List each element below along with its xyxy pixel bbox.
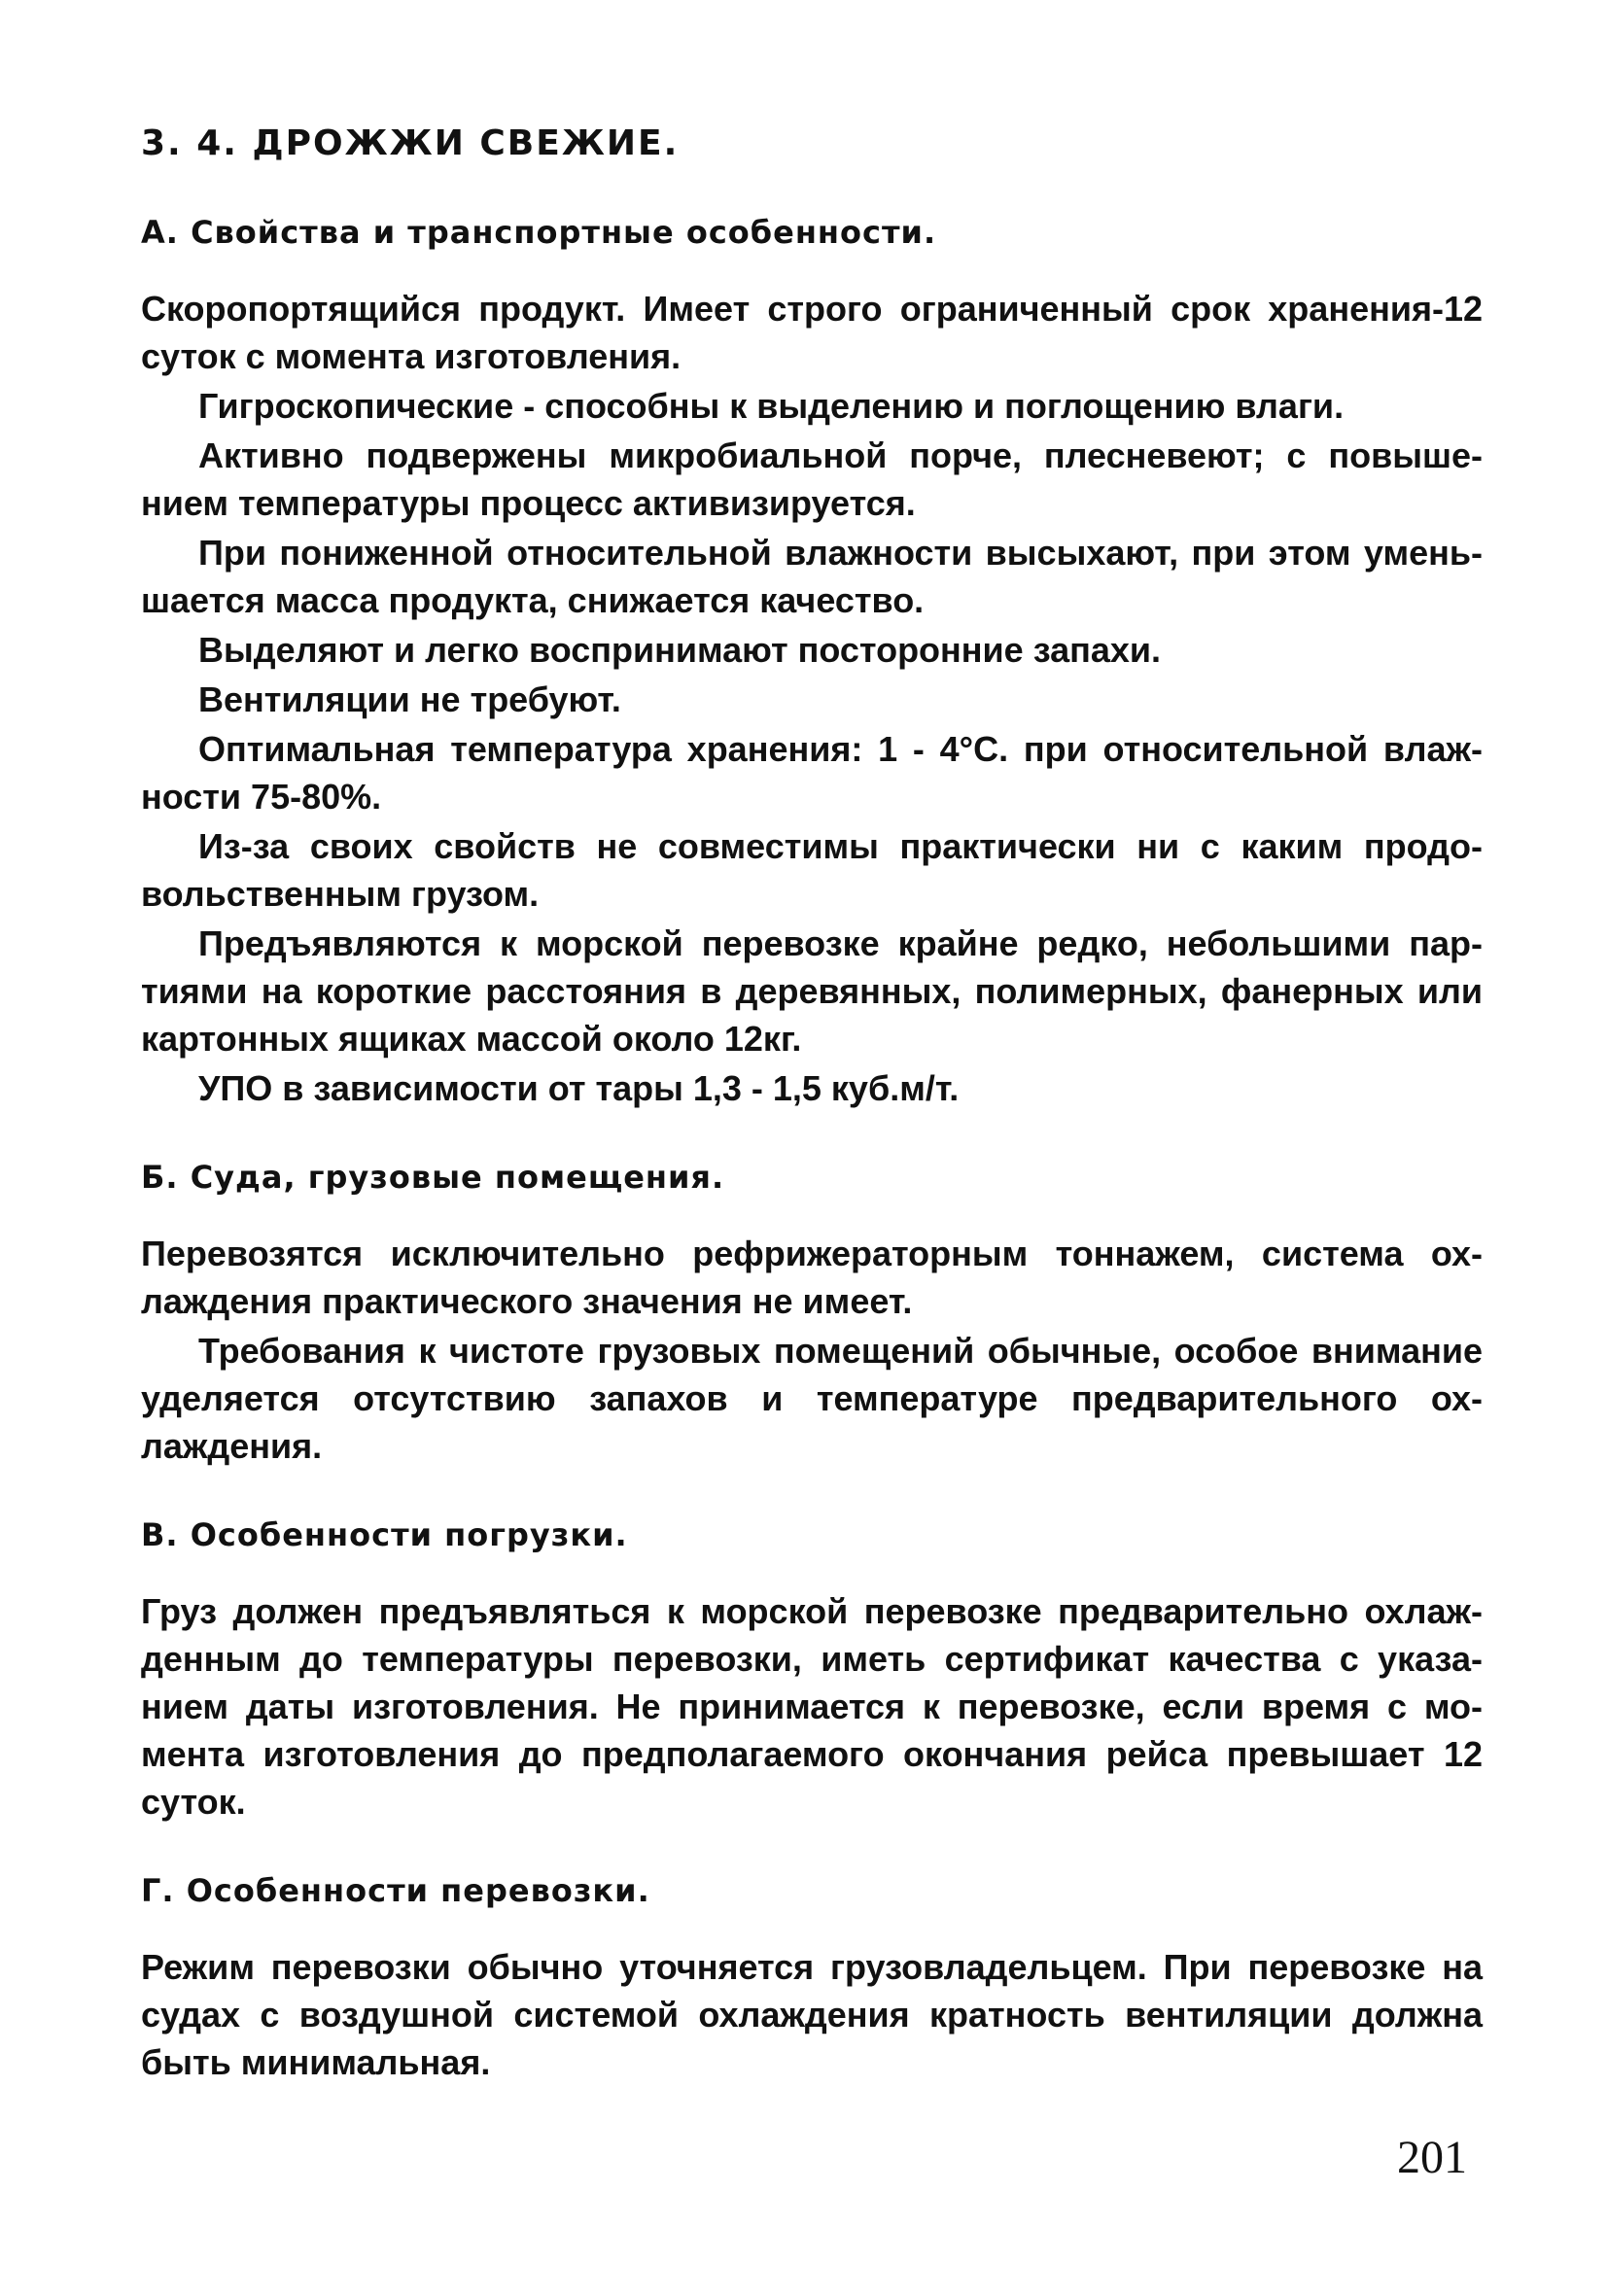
paragraph: Режим перевозки обычно уточняется грузовладельцем. При перевозке на судах с воздушной системой охлаждения кратность вентиляции должна быть минимальная. xyxy=(141,1947,1483,2082)
section-body xyxy=(141,1230,1483,1470)
section-heading: А. Свойства и транспортные особенности. xyxy=(141,214,937,251)
section-heading: Б. Суда, грузовые помещения. xyxy=(141,1159,725,1196)
paragraph: Предъявляются к морской перевозке крайне редко, небольшими партиями на короткие расстояния в деревянных, полимерных, фанерных или картонных ящиках массой около 12кг. xyxy=(141,923,1483,1059)
paragraph: УПО в зависимости от тары 1,3 - 1,5 куб.м/т. xyxy=(198,1068,960,1108)
paragraph: Оптимальная температура хранения: 1 - 4°С. при относительной влажности 75-80%. xyxy=(141,729,1483,817)
page-number: 201 xyxy=(1397,2132,1467,2183)
section-loading xyxy=(141,1513,1483,1826)
section-body xyxy=(141,285,1483,1112)
section-heading: В. Особенности погрузки. xyxy=(141,1516,628,1553)
section-vessels xyxy=(141,1156,1483,1470)
section-heading: Г. Особенности перевозки. xyxy=(141,1872,650,1909)
chapter-title: 3. 4. ДРОЖЖИ СВЕЖИЕ. xyxy=(141,123,680,163)
section-properties xyxy=(141,211,1483,1112)
section-transport xyxy=(141,1869,1483,2086)
paragraph: Активно подвержены микробиальной порче, плесневеют; с повышением температуры процесс активизируется. xyxy=(141,435,1483,523)
paragraph: Перевозятся исключительно рефрижераторным тоннажем, система охлаждения практического значения не имеет. xyxy=(141,1234,1483,1321)
paragraph: Груз должен предъявляться к морской перевозке предварительно охлажденным до температуры перевозки, иметь сертификат качества с указанием даты изготовления. Не принимается к перевозке, если время с момента изготовления до предполагаемого окончания рейса превышает 12 суток. xyxy=(141,1591,1483,1822)
paragraph: Вентиляции не требуют. xyxy=(198,679,621,719)
paragraph: Скоропортящийся продукт. Имеет строго ограниченный срок хранения-12 суток с момента изготовления. xyxy=(141,289,1483,376)
section-body xyxy=(141,1587,1483,1826)
paragraph: Из-за своих свойств не совместимы практически ни с каким продовольственным грузом. xyxy=(141,826,1483,914)
paragraph: Выделяют и легко воспринимают посторонние запахи. xyxy=(198,630,1162,670)
paragraph: Гигроскопические - способны к выделению и поглощению влаги. xyxy=(198,386,1345,426)
page-content xyxy=(141,107,1483,2088)
paragraph: Требования к чистоте грузовых помещений обычные, особое внимание уделяется отсутствию запахов и температуре предварительного охлаждения. xyxy=(141,1331,1483,1466)
section-body xyxy=(141,1943,1483,2086)
paragraph: При пониженной относительной влажности высыхают, при этом уменьшается масса продукта, снижается качество. xyxy=(141,533,1483,620)
